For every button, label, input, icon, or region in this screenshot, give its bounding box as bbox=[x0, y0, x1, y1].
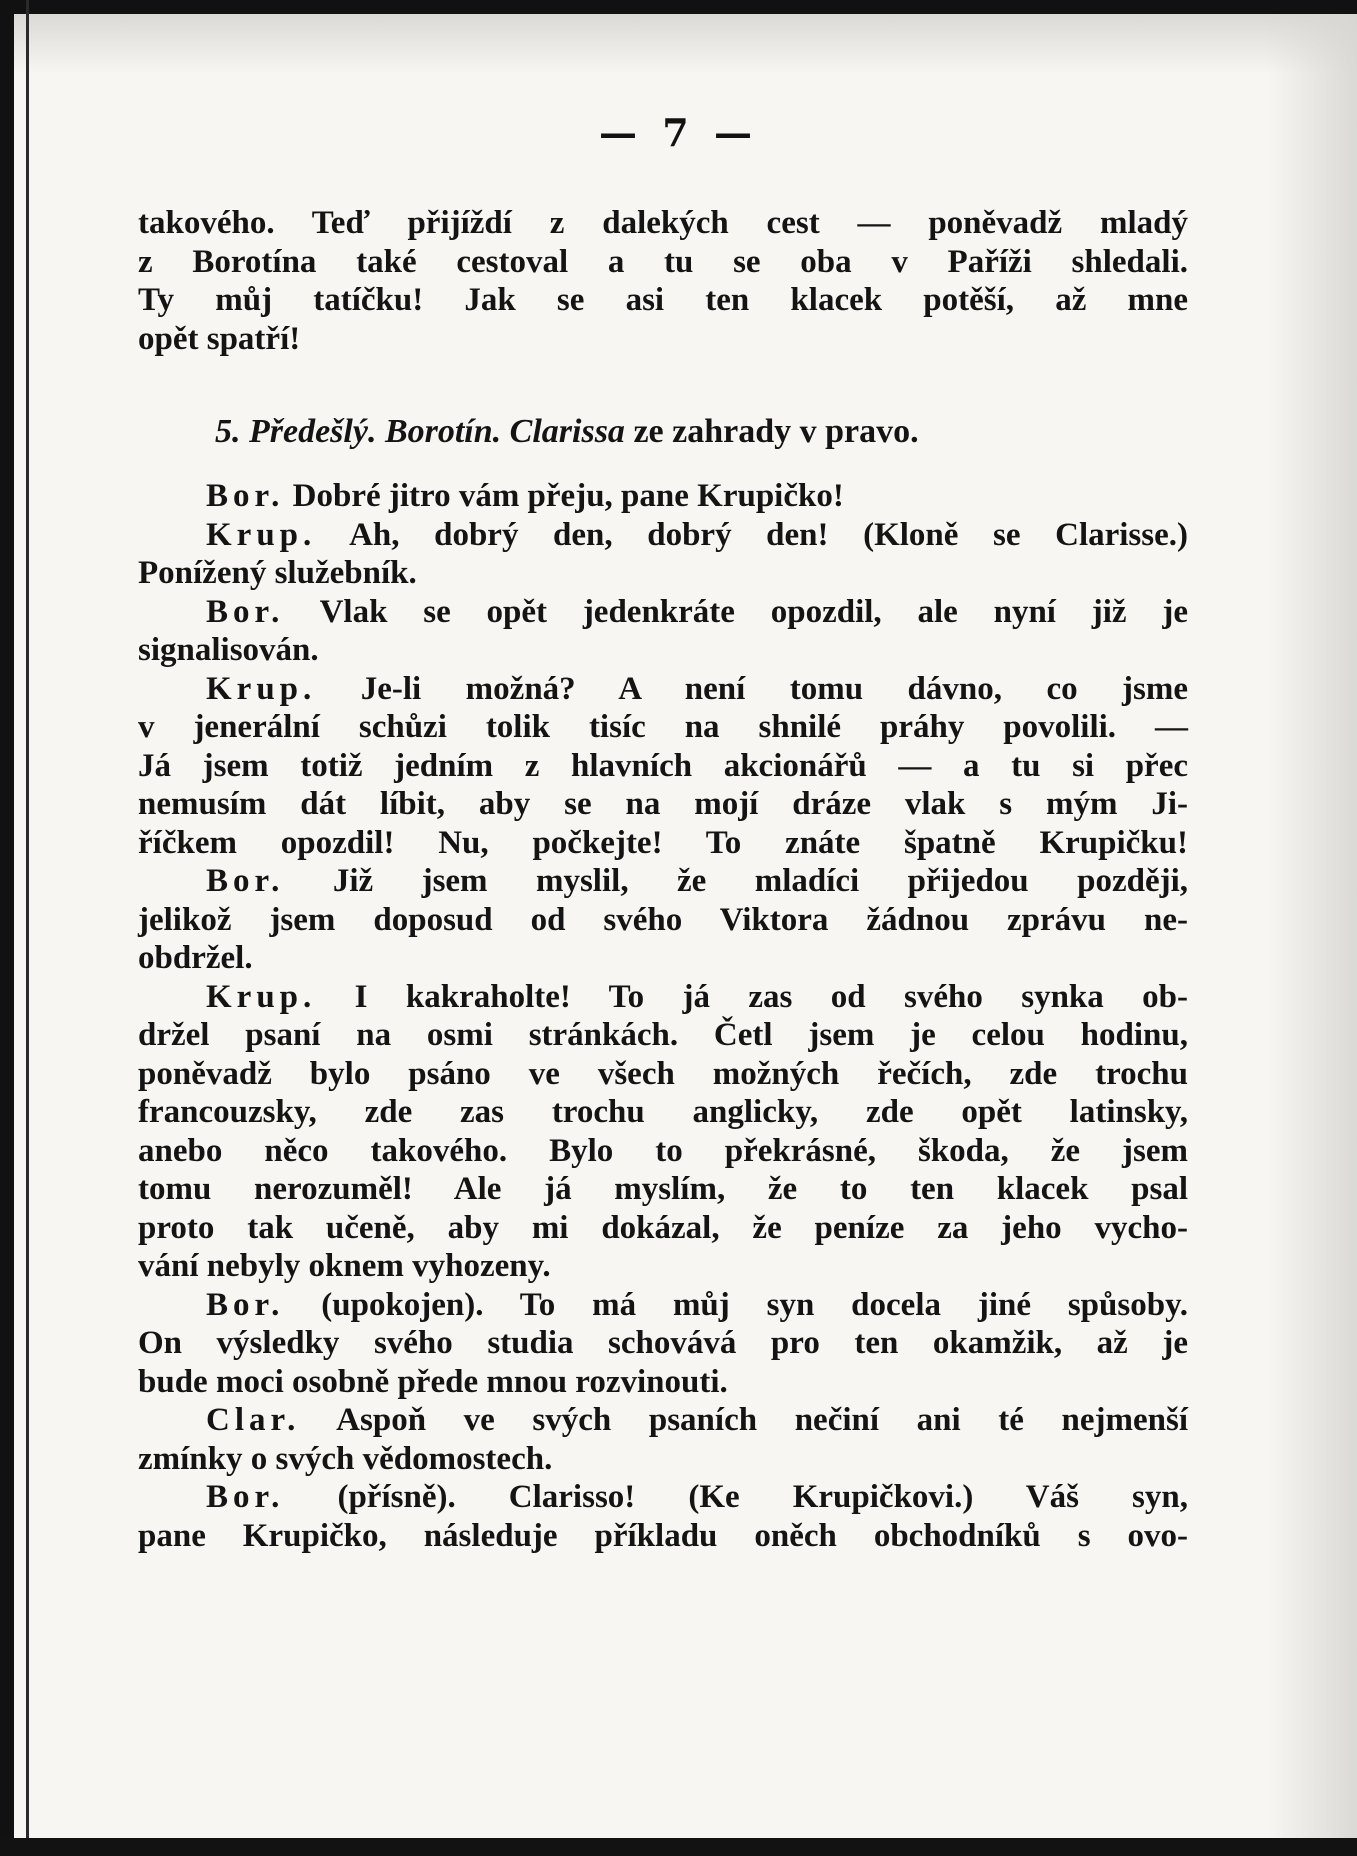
speaker-name: Clar. bbox=[206, 1402, 301, 1438]
dialogue-line: jelikož jsem doposud od svého Viktora žádnou zprávu ne- bbox=[138, 901, 1188, 938]
dialogue-line bbox=[138, 862, 1188, 901]
dialogue-line bbox=[138, 978, 1188, 1017]
speaker-name: Krup. bbox=[206, 670, 317, 707]
dialogue-line: francouzsky, zde zas trochu anglicky, zde opět latinsky, bbox=[138, 1094, 1188, 1130]
dialogue-line bbox=[138, 1286, 1188, 1325]
text-line: opět spatří! bbox=[138, 320, 301, 357]
speech-text: Dobré jitro vám přeju, pane Krupičko! bbox=[292, 478, 844, 514]
dialogue-line: On výsledky svého studia schovává pro ten okamžik, až je bbox=[138, 1325, 1188, 1361]
dialogue-line bbox=[138, 670, 1188, 709]
dialogue-line: poněvadž bylo psáno ve všech možných řečích, zde trochu bbox=[138, 1055, 1188, 1092]
speaker-name: Krup. bbox=[206, 516, 317, 553]
speaker-name: Bor. bbox=[206, 1479, 285, 1515]
dialogue-line bbox=[138, 516, 1188, 555]
speaker-name: Bor. bbox=[206, 1286, 285, 1323]
dialogue-line: zmínky o svých vědomostech. bbox=[138, 1440, 553, 1477]
scene-direction: ze zahrady v pravo. bbox=[624, 413, 919, 450]
scan-top-edge bbox=[0, 0, 1357, 14]
text-line: takového. Teď přijíždí z dalekých cest — poněvadž mladý bbox=[138, 205, 1188, 241]
scan-bottom-edge bbox=[0, 1838, 1357, 1856]
dialogue-line: pane Krupičko, následuje příkladu oněch obchodníků s ovo- bbox=[138, 1517, 1188, 1554]
text-line: Ty můj tatíčku! Jak se asi ten klacek potěší, až mne bbox=[138, 282, 1188, 318]
scene-number: 5. bbox=[215, 413, 241, 450]
dialogue-line bbox=[138, 593, 1188, 632]
dialogue-line: nemusím dát líbit, aby se na mojí dráze vlak s mým Ji- bbox=[138, 786, 1188, 822]
scan-right-shadow bbox=[1267, 0, 1357, 1856]
dialogue-line bbox=[138, 1478, 1188, 1517]
speech-text: (přísně). Clarisso! (Ke Krupičkovi.) Váš syn, bbox=[337, 1479, 1189, 1515]
dialogue-line: Já jsem totiž jedním z hlavních akcionářů — a tu si přec bbox=[138, 747, 1188, 784]
dialogue-line: tomu nerozuměl! Ale já myslím, že to ten klacek psal bbox=[138, 1171, 1188, 1207]
page-body bbox=[138, 204, 1188, 1555]
dialogue-line: v jenerální schůzi tolik tisíc na shnilé práhy povolili. — bbox=[138, 709, 1188, 745]
speech-text: Ah, dobrý den, dobrý den! (Kloně se Clarisse.) bbox=[349, 516, 1188, 553]
dialogue-line: obdržel. bbox=[138, 940, 253, 976]
speaker-name: Bor. bbox=[206, 593, 285, 630]
dialogue-line bbox=[138, 1401, 1188, 1440]
dialogue-line: vání nebyly oknem vyhozeny. bbox=[138, 1248, 551, 1284]
dialogue-line: anebo něco takového. Bylo to překrásné, škoda, že jsem bbox=[138, 1132, 1188, 1169]
dialogue-line: bude moci osobně přede mnou rozvinouti. bbox=[138, 1363, 728, 1400]
speech-text: I kakraholte! To já zas od svého synka ob- bbox=[354, 978, 1189, 1015]
scene-heading bbox=[138, 413, 1188, 455]
speaker-name: Krup. bbox=[206, 978, 317, 1015]
scene-persons: Předešlý. Borotín. Clarissa bbox=[249, 413, 625, 450]
speech-text: Již jsem myslil, že mladíci přijedou později, bbox=[332, 863, 1189, 899]
speech-text: Vlak se opět jedenkráte opozdil, ale nyní již je bbox=[319, 593, 1188, 630]
dialogue-line: signalisován. bbox=[138, 632, 319, 668]
dialogue-line: Ponížený služebník. bbox=[138, 555, 417, 591]
scan-top-shadow bbox=[0, 14, 1357, 74]
page-number: — 7 — bbox=[599, 110, 758, 155]
dialogue-line bbox=[138, 477, 1188, 516]
dialogue-line: říčkem opozdil! Nu, počkejte! To znáte špatně Krupičku! bbox=[138, 824, 1188, 861]
speech-text: (upokojen). To má můj syn docela jiné spůsoby. bbox=[321, 1286, 1189, 1323]
binding-gutter-line bbox=[26, 0, 29, 1856]
speaker-name: Bor. bbox=[206, 478, 285, 514]
scan-left-edge bbox=[0, 0, 14, 1856]
dialogue-line: držel psaní na osmi stránkách. Četl jsem je celou hodinu, bbox=[138, 1017, 1188, 1053]
dialogue-line: proto tak učeně, aby mi dokázal, že peníze za jeho vycho- bbox=[138, 1209, 1188, 1246]
speech-text: Je-li možná? A není tomu dávno, co jsme bbox=[360, 670, 1189, 707]
speaker-name: Bor. bbox=[206, 863, 285, 899]
text-line: z Borotína také cestoval a tu se oba v Paříži shledali. bbox=[138, 243, 1188, 280]
speech-text: Aspoň ve svých psaních nečiní ani té nejmenší bbox=[336, 1402, 1188, 1438]
